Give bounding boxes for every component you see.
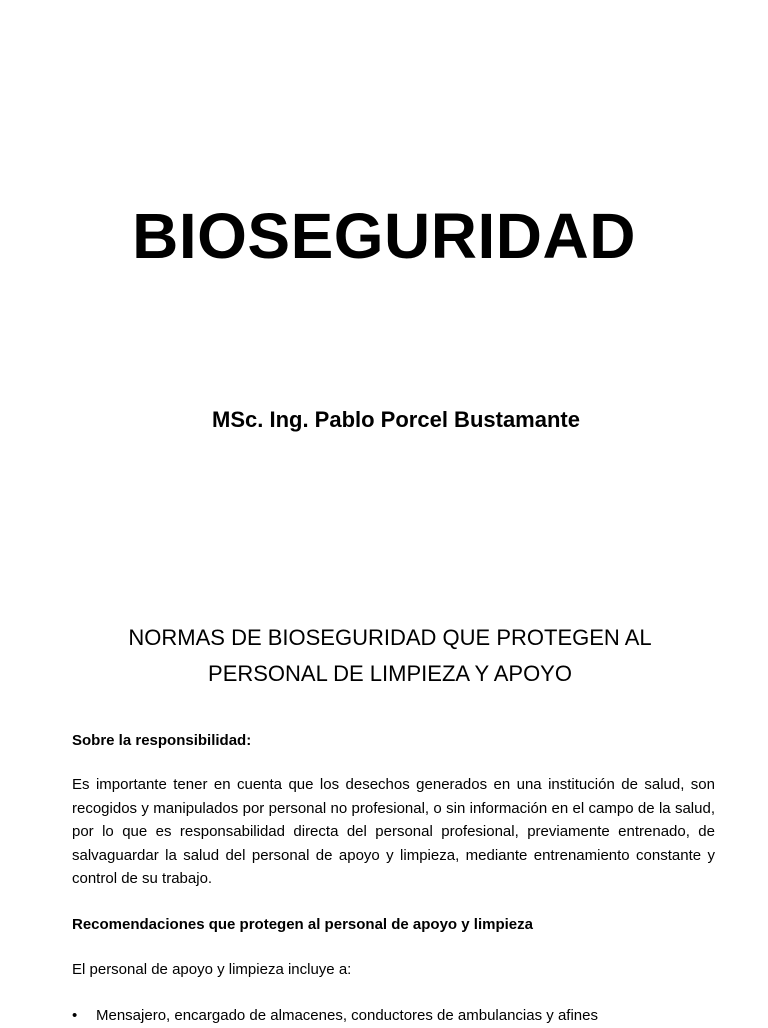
includes-label: El personal de apoyo y limpieza incluye a:	[72, 961, 352, 978]
responsibility-label: Sobre la responsibilidad:	[72, 732, 252, 749]
bullet-icon: •	[72, 1007, 78, 1024]
author-name: MSc. Ing. Pablo Porcel Bustamante	[212, 407, 580, 432]
section-heading-line-1: NORMAS DE BIOSEGURIDAD QUE PROTEGEN AL	[128, 625, 652, 650]
responsibility-paragraph: Es importante tener en cuenta que los desechos generados en una institución de salud, son recogidos y manipulados por personal no profesional, o sin información en el campo de la salud, por lo que es responsabilidad directa del personal profesional, previamente entrenado, de salvaguardar la salud del personal de apoyo y limpieza, mediante entrenamiento constante y control de su trabajo.	[72, 776, 715, 887]
recommendations-label: Recomendaciones que protegen al personal de apoyo y limpieza	[72, 916, 533, 933]
list-item-text: Mensajero, encargado de almacenes, conductores de ambulancias y afines	[96, 1007, 598, 1024]
section-heading	[90, 620, 690, 692]
section-heading-line-2: PERSONAL DE LIMPIEZA Y APOYO	[208, 661, 572, 686]
document-title: BIOSEGURIDAD	[132, 200, 636, 272]
